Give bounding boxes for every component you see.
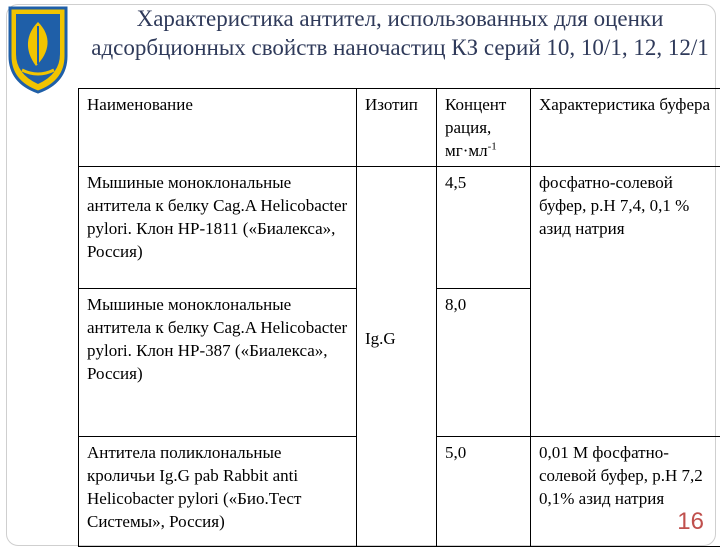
isotype-value: Ig.G bbox=[365, 329, 396, 348]
row-concentration: 5,0 bbox=[437, 437, 531, 547]
table-header-row bbox=[79, 89, 720, 167]
header-concentration-label: Концент рация, bbox=[445, 95, 506, 137]
table-row bbox=[79, 167, 720, 289]
row-name: Мышиные моноклональные антитела к белку Cag.A Helicobacter pylori. Клон HP-1811 («Биалекса», Россия) bbox=[79, 167, 357, 289]
row-concentration: 4,5 bbox=[437, 167, 531, 289]
university-emblem-icon bbox=[6, 4, 70, 94]
slide-title: Характеристика антител, использованных для оценки адсорбционных свойств наночастиц КЗ серий 10, 10/1, 12, 12/1 bbox=[90, 4, 710, 62]
slide-number: 16 bbox=[677, 508, 704, 536]
row-concentration: 8,0 bbox=[437, 289, 531, 437]
row-name: Антитела поликлональные кроличьи Ig.G pab Rabbit anti Helicobacter pylori («Био.Тест Системы», Россия) bbox=[79, 437, 357, 547]
header-name: Наименование bbox=[79, 89, 357, 167]
isotype-cell bbox=[357, 167, 437, 547]
header-buffer: Характеристика буфера bbox=[531, 89, 720, 167]
row-buffer: 0,01 М фосфатно-солевой буфер, р.Н 7,2 0,1% азид натрия bbox=[531, 437, 720, 547]
header-isotype: Изотип bbox=[357, 89, 437, 167]
header-concentration bbox=[437, 89, 531, 167]
header-concentration-exp: -1 bbox=[488, 140, 497, 152]
row-name: Мышиные моноклональные антитела к белку Cag.A Helicobacter pylori. Клон HP-387 («Биалекса», Россия) bbox=[79, 289, 357, 437]
antibody-table bbox=[78, 88, 720, 547]
shared-buffer-cell: фосфатно-солевой буфер, р.Н 7,4, 0,1 % азид натрия bbox=[531, 167, 720, 437]
header-concentration-unit: мг·мл bbox=[445, 141, 488, 160]
